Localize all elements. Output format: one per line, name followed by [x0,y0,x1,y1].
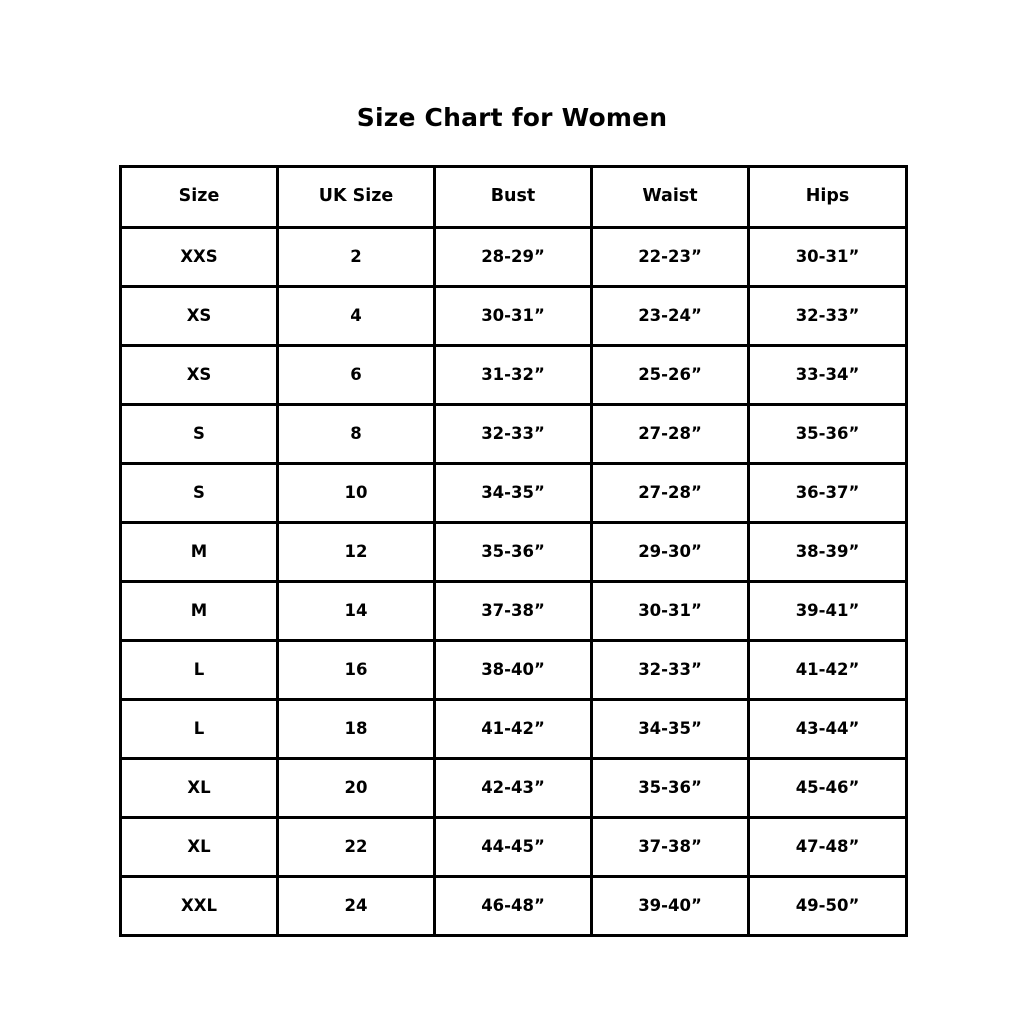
table-row [121,287,907,346]
size-chart-table [119,165,908,937]
cell-uk-size: 10 [278,464,435,523]
cell-uk-size: 22 [278,818,435,877]
cell-hips: 36-37” [749,464,907,523]
cell-uk-size: 6 [278,346,435,405]
table-row [121,818,907,877]
cell-uk-size: 20 [278,759,435,818]
cell-waist: 27-28” [592,464,749,523]
cell-bust: 34-35” [435,464,592,523]
cell-waist: 37-38” [592,818,749,877]
table-row [121,700,907,759]
cell-size: M [121,523,278,582]
table-row [121,759,907,818]
table-row [121,523,907,582]
cell-hips: 39-41” [749,582,907,641]
cell-uk-size: 4 [278,287,435,346]
cell-waist: 35-36” [592,759,749,818]
cell-bust: 32-33” [435,405,592,464]
cell-uk-size: 18 [278,700,435,759]
cell-uk-size: 12 [278,523,435,582]
cell-uk-size: 14 [278,582,435,641]
cell-hips: 43-44” [749,700,907,759]
cell-bust: 35-36” [435,523,592,582]
cell-size: L [121,641,278,700]
cell-bust: 42-43” [435,759,592,818]
cell-size: S [121,405,278,464]
cell-hips: 38-39” [749,523,907,582]
cell-waist: 22-23” [592,228,749,287]
column-header-hips: Hips [749,167,907,228]
cell-bust: 28-29” [435,228,592,287]
table-row [121,346,907,405]
cell-uk-size: 8 [278,405,435,464]
table-row [121,641,907,700]
cell-waist: 39-40” [592,877,749,936]
table-row [121,405,907,464]
cell-waist: 23-24” [592,287,749,346]
cell-bust: 44-45” [435,818,592,877]
cell-waist: 34-35” [592,700,749,759]
table-header-row [121,167,907,228]
cell-waist: 29-30” [592,523,749,582]
cell-size: XS [121,287,278,346]
cell-bust: 30-31” [435,287,592,346]
cell-size: M [121,582,278,641]
cell-bust: 37-38” [435,582,592,641]
cell-waist: 30-31” [592,582,749,641]
table-row [121,464,907,523]
cell-size: XL [121,759,278,818]
cell-size: XXL [121,877,278,936]
cell-uk-size: 2 [278,228,435,287]
cell-uk-size: 16 [278,641,435,700]
page-title: Size Chart for Women [356,103,668,132]
column-header-bust: Bust [435,167,592,228]
cell-bust: 38-40” [435,641,592,700]
cell-hips: 35-36” [749,405,907,464]
cell-waist: 25-26” [592,346,749,405]
cell-uk-size: 24 [278,877,435,936]
cell-hips: 30-31” [749,228,907,287]
cell-hips: 45-46” [749,759,907,818]
cell-bust: 41-42” [435,700,592,759]
cell-size: S [121,464,278,523]
cell-hips: 49-50” [749,877,907,936]
cell-bust: 31-32” [435,346,592,405]
cell-hips: 47-48” [749,818,907,877]
cell-waist: 27-28” [592,405,749,464]
cell-waist: 32-33” [592,641,749,700]
cell-hips: 32-33” [749,287,907,346]
cell-size: XL [121,818,278,877]
size-chart-table-container [119,165,905,937]
column-header-uk-size: UK Size [278,167,435,228]
cell-bust: 46-48” [435,877,592,936]
column-header-size: Size [121,167,278,228]
cell-size: L [121,700,278,759]
cell-size: XXS [121,228,278,287]
cell-hips: 33-34” [749,346,907,405]
cell-size: XS [121,346,278,405]
table-row [121,582,907,641]
cell-hips: 41-42” [749,641,907,700]
table-row [121,877,907,936]
table-row [121,228,907,287]
column-header-waist: Waist [592,167,749,228]
